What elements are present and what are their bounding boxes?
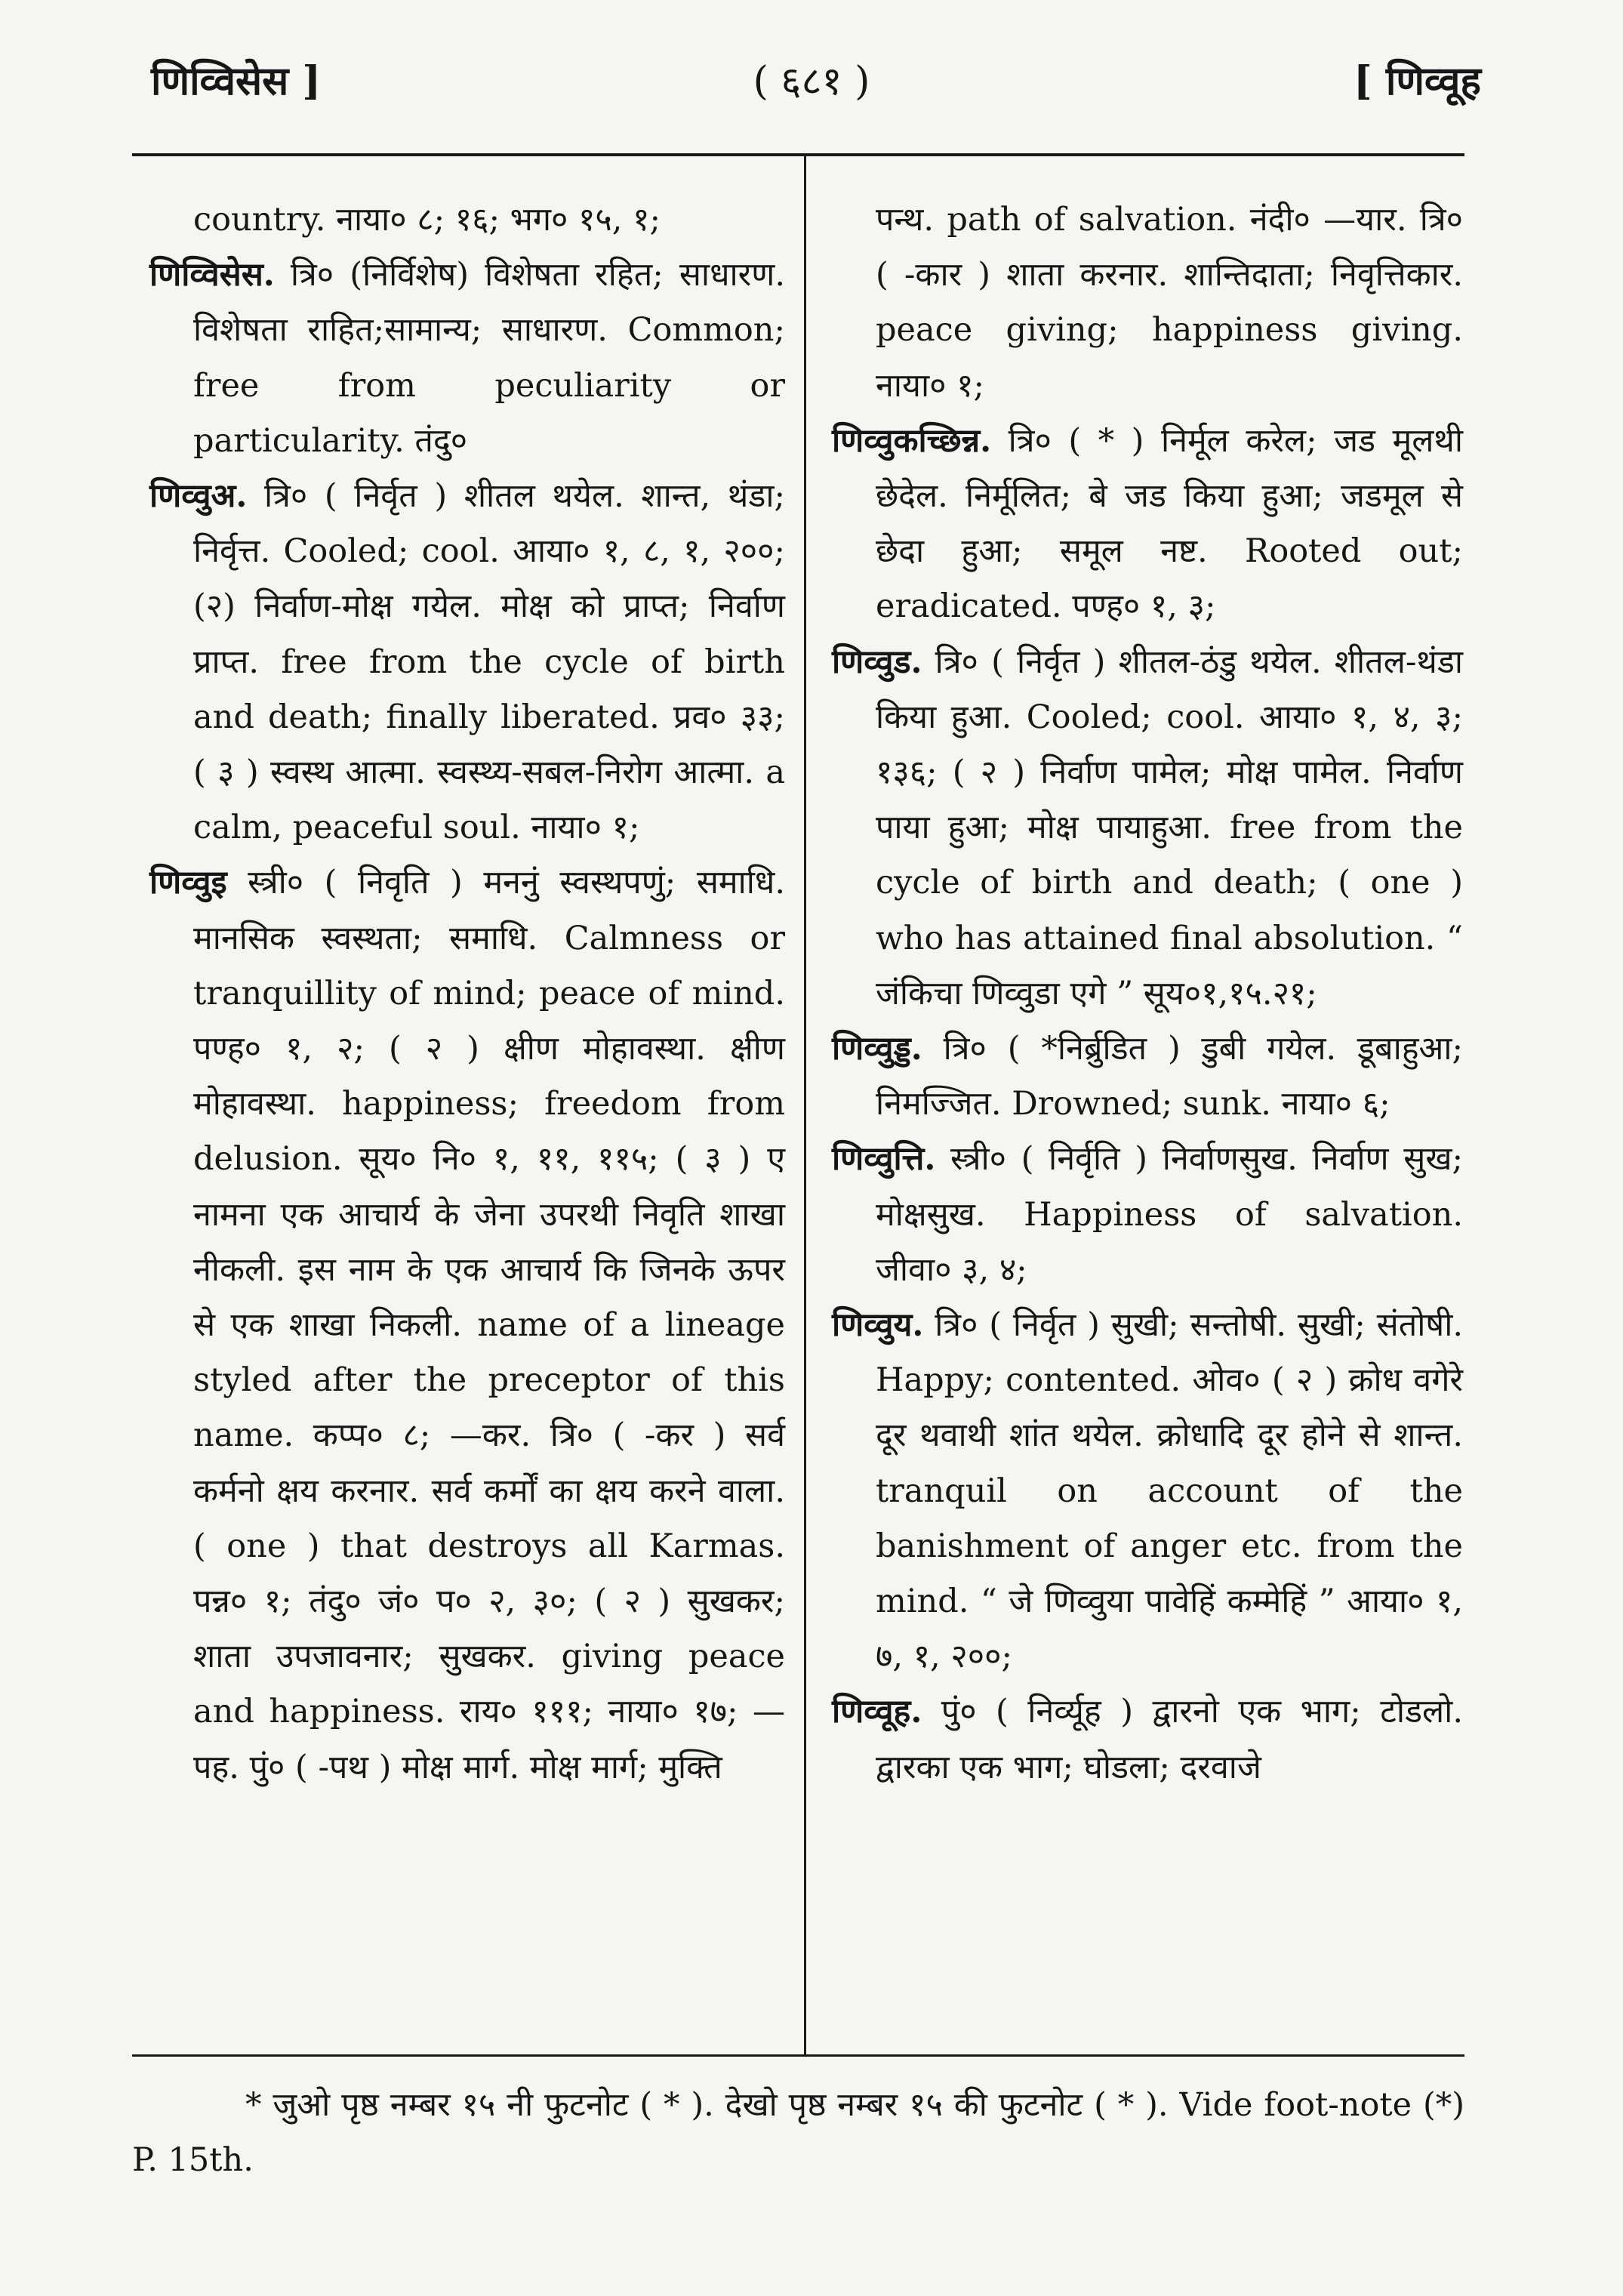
definition: country. नाया० ८; १६; भग० १५, १; xyxy=(193,201,661,239)
dictionary-entry xyxy=(832,1132,1463,1298)
dictionary-entry xyxy=(149,193,785,248)
running-head-right: [ णिव्वूह xyxy=(1354,58,1481,104)
definition: त्रि० ( निर्वृत ) शीतल थयेल. शान्त, थंडा; निर्वृत्त. Cooled; cool. आया० १, ८, १, २००; (२) निर्वाण-मोक्ष गयेल. मोक्ष को प्राप्त; निर्वाण प्राप्त. free from the cycle of birth and death; finally liberated. प्रव० ३३; ( ३ ) स्वस्थ आत्मा. स्वस्थ्य-सबल-निरोग आत्मा. a calm, peaceful soul. नाया० १; xyxy=(193,477,785,847)
dictionary-entry xyxy=(832,193,1463,414)
definition: त्रि० ( *निर्ब्रुडित ) डुबी गयेल. डूबाहुआ; निमज्जित. Drowned; sunk. नाया० ६; xyxy=(876,1030,1463,1123)
dictionary-entry xyxy=(832,414,1463,635)
dictionary-entry xyxy=(149,248,785,469)
dictionary-entry xyxy=(832,1298,1463,1684)
dictionary-entry xyxy=(149,469,785,855)
definition: स्त्री० ( निवृति ) मननुं स्वस्थपणुं; समाधि. मानसिक स्वस्थता; समाधि. Calmness or tranquillity of mind; peace of mind. पण्ह० १, २; ( २ ) क्षीण मोहावस्था. क्षीण मोहावस्था. happiness; freedom from delusion. सूय० नि० १, ११, ११५; ( ३ ) ए नामना एक आचार्य के जेना उपरथी निवृति शाखा नीकली. इस नाम के एक आचार्य कि जिनके ऊपर से एक शाखा निकली. name of a lineage styled after the preceptor of this name. कप्प० ८; —कर. त्रि० ( -कर ) सर्व कर्मनो क्षय करनार. सर्व कर्मों का क्षय करने वाला. ( one ) that destroys all Karmas. पन्न० १; तंदु० जं० प० २, ३०; ( २ ) सुखकर; शाता उपजावनार; सुखकर. giving peace and happiness. राय० १११; नाया० १७; —पह. पुं० ( -पथ ) मोक्ष मार्ग. मोक्ष मार्ग; मुक्ति xyxy=(193,864,785,1786)
definition: स्त्री० ( निर्वृति ) निर्वाणसुख. निर्वाण सुख; मोक्षसुख. Happiness of salvation. जीवा० ३, ४; xyxy=(876,1140,1463,1289)
running-head-left: णिव्विसेस ] xyxy=(151,58,322,104)
right-column xyxy=(832,193,1463,1795)
dictionary-entry xyxy=(832,635,1463,1022)
definition: त्रि० ( * ) निर्मूल करेल; जड मूलथी छेदेल. निर्मूलित; बे जड किया हुआ; जडमूल से छेदा हुआ; समूल नष्ट. Rooted out; eradicated. पण्ह० १, ३; xyxy=(876,421,1463,626)
dictionary-entry xyxy=(832,1022,1463,1132)
headword: णिव्विसेस. xyxy=(149,256,275,294)
headword: णिव्वुकच्छिन्न. xyxy=(832,421,992,460)
left-column xyxy=(149,193,785,1795)
headword: णिव्वूह. xyxy=(832,1693,922,1731)
definition: पन्थ. path of salvation. नंदी० —यार. त्रि० ( -कार ) शाता करनार. शान्तिदाता; निवृत्तिकार. peace giving; happiness giving. नाया० १; xyxy=(876,201,1463,405)
definition: त्रि० ( निर्वृत ) शीतल-ठंडु थयेल. शीतल-थंडा किया हुआ. Cooled; cool. आया० १, ४, ३; १३६; ( २ ) निर्वाण पामेल; मोक्ष पामेल. निर्वाण पाया हुआ; मोक्ष पायाहुआ. free from the cycle of birth and death; ( one ) who has attained final absolution. “ जंकिचा णिव्वुडा एगे ” सूय०१,१५.२१; xyxy=(876,643,1463,1012)
dictionary-entry xyxy=(149,855,785,1795)
definition: त्रि० ( निर्वृत ) सुखी; सन्तोषी. सुखी; संतोषी. Happy; contented. ओव० ( २ ) क्रोध वगेरे दूर थवाथी शांत थयेल. क्रोधादि दूर होने से शान्त. tranquil on account of the banishment of anger etc. from the mind. “ जे णिव्वुया पावेहिं कम्मेहिं ” आया० १, ७, १, २००; xyxy=(876,1306,1463,1676)
definition: त्रि० (निर्विशेष) विशेषता रहित; साधारण. विशेषता राहित;सामान्य; साधारण. Common; free from peculiarity or particularity. तंदु० xyxy=(193,256,785,460)
headword: णिव्वुइ xyxy=(149,864,227,902)
footnote-rule xyxy=(132,2054,1464,2057)
page-number: ( ६८१ ) xyxy=(753,59,870,104)
dictionary-entry xyxy=(832,1684,1463,1795)
column-divider xyxy=(804,156,806,2054)
headword: णिव्वुत्ति. xyxy=(832,1140,936,1179)
headword: णिव्वुड्ड. xyxy=(832,1030,922,1068)
definition: पुं० ( निर्व्यूह ) द्वारनो एक भाग; टोडलो. द्वारका एक भाग; घोडला; दरवाजे xyxy=(876,1693,1463,1786)
header-rule xyxy=(132,153,1464,156)
headword: णिव्वुड. xyxy=(832,643,922,681)
footnote: * जुओ पृष्ठ नम्बर १५ नी फुटनोट ( * ). देखो पृष्ठ नम्बर १५ की फुटनोट ( * ). Vide foot-note (*) P. 15th. xyxy=(132,2086,1464,2179)
headword: णिव्वुअ. xyxy=(149,477,248,516)
headword: णिव्वुय. xyxy=(832,1306,924,1345)
